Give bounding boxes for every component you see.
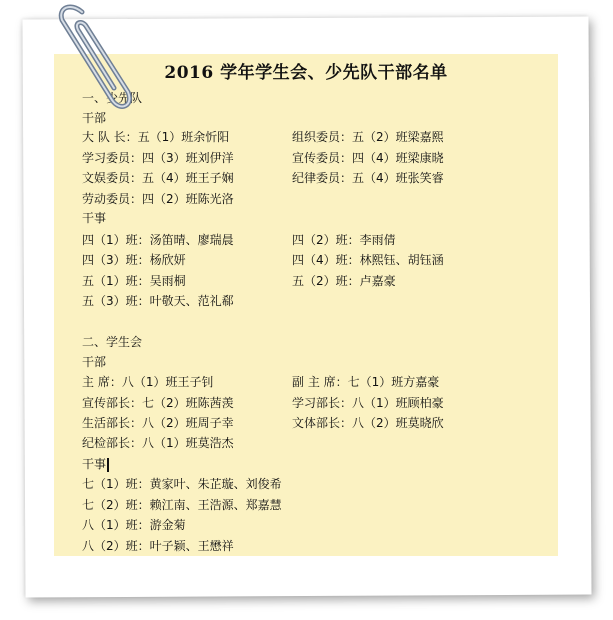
- list-item: 五（2）班：卢嘉豪: [292, 274, 396, 288]
- subheading-officer: 干事: [82, 211, 107, 225]
- list-item: 纪检部长：八（1）班莫浩杰: [82, 436, 234, 450]
- list-item: 四（4）班：林熙钰、胡钰涵: [292, 253, 444, 267]
- list-item: 劳动委员：四（2）班陈光洛: [82, 192, 234, 206]
- list-item: 学习部长：八（1）班顾柏豪: [292, 396, 444, 410]
- list-item: 五（3）班：叶敬天、范礼郗: [82, 294, 234, 308]
- list-item: 四（2）班：李雨倩: [292, 233, 396, 247]
- list-item: 四（3）班：杨欣妍: [82, 253, 186, 267]
- subheading-officer: [82, 456, 109, 472]
- list-item: 副 主 席：七（1）班方嘉豪: [292, 375, 440, 389]
- list-item: 四（1）班：汤笛晴、廖瑞晨: [82, 233, 234, 247]
- subheading-cadre: 干部: [82, 111, 107, 125]
- section-heading-young-pioneers: 一、少先队: [82, 91, 143, 105]
- list-item: 大 队 长：五（1）班余忻阳: [82, 130, 230, 144]
- text-cursor: [107, 458, 109, 472]
- list-item: 主 席：八（1）班王子钊: [82, 375, 214, 389]
- list-item: 七（1）班：黄家叶、朱芷璇、刘俊希: [82, 477, 282, 491]
- subheading-cadre: 干部: [82, 355, 107, 369]
- list-item: 生活部长：八（2）班周子幸: [82, 416, 234, 430]
- list-item: 宣传委员：四（4）班梁康晓: [292, 151, 444, 165]
- section-heading-student-union: 二、学生会: [82, 335, 143, 349]
- paperclip-icon: [30, 0, 143, 120]
- list-item: 七（2）班：赖江南、王浩源、郑嘉慧: [82, 498, 282, 512]
- list-item: 文体部长：八（2）班莫晓欣: [292, 416, 444, 430]
- list-item: 八（1）班：游金菊: [82, 518, 186, 532]
- document-title: 2016 学年学生会、少先队干部名单: [164, 63, 448, 83]
- list-item: 学习委员：四（3）班刘伊洋: [82, 151, 234, 165]
- list-item: 组织委员：五（2）班梁嘉熙: [292, 130, 444, 144]
- list-item: 文娱委员：五（4）班王子娴: [82, 171, 234, 185]
- list-item: 五（1）班：吴雨桐: [82, 274, 186, 288]
- list-item: 宣传部长：七（2）班陈茜羡: [82, 396, 234, 410]
- list-item: 纪律委员：五（4）班张笑睿: [292, 171, 444, 185]
- list-item: 八（2）班：叶子颖、王懋祥: [82, 539, 234, 553]
- subheading-officer-label: 干事: [82, 457, 107, 471]
